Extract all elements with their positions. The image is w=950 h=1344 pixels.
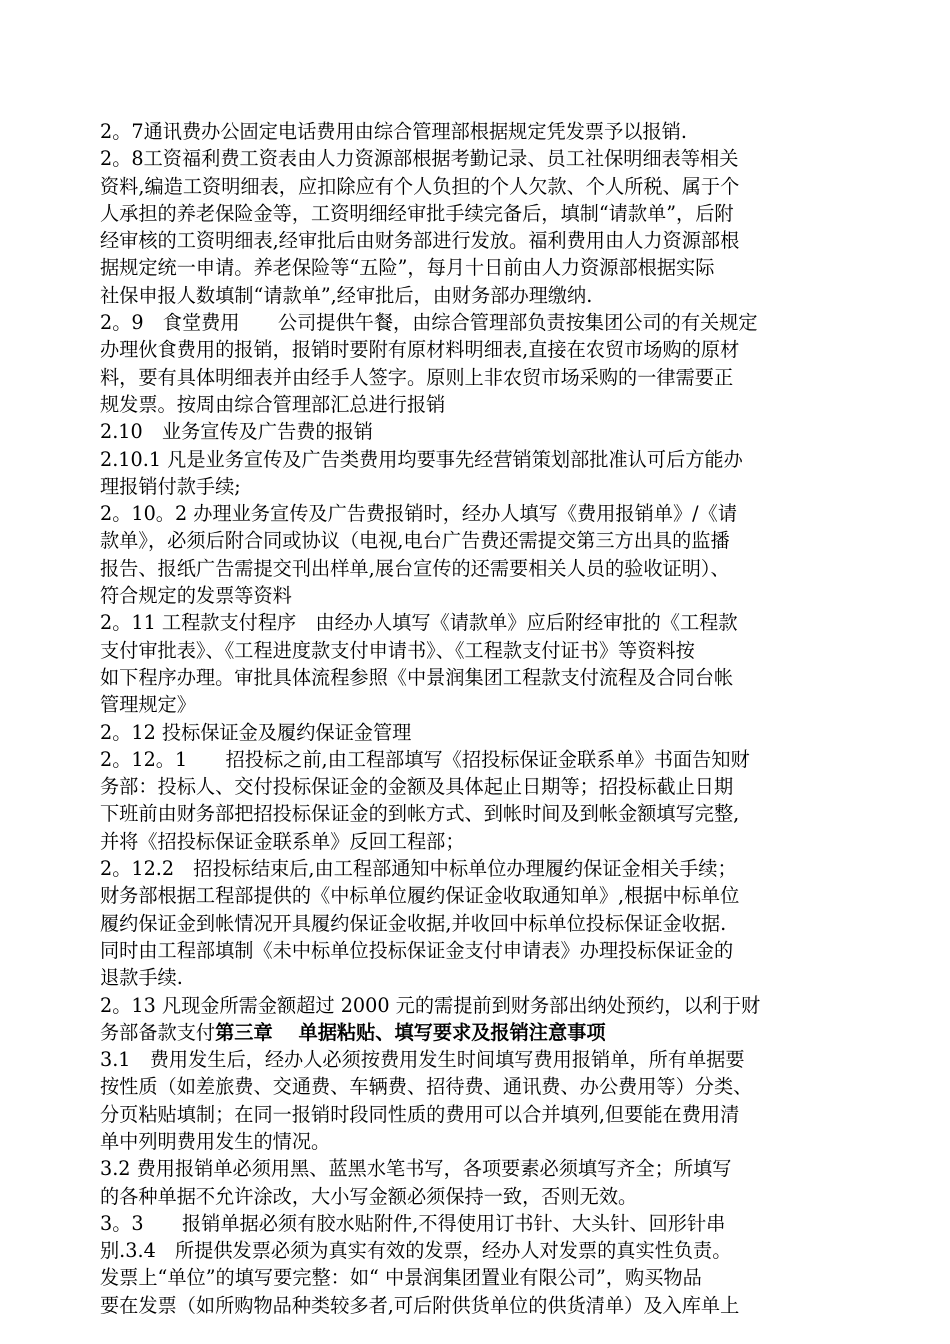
text-line: 人承担的养老保险金等，工资明细经审批手续完备后，填制“请款单”，后附 bbox=[100, 201, 734, 225]
text-line: 发票上“单位”的填写要完整：如“ 中景润集团置业有限公司”，购买物品 bbox=[100, 1266, 702, 1290]
text-line: 2。12.2 招投标结束后,由工程部通知中标单位办理履约保证金相关手续； bbox=[100, 857, 737, 881]
text-line: 3.1 费用发生后，经办人必须按费用发生时间填写费用报销单，所有单据要 bbox=[100, 1048, 745, 1072]
text-line: 务部：投标人、交付投标保证金的金额及具体起止日期等；招投标截止日期 bbox=[100, 775, 734, 799]
text-line: 款单》，必须后附合同或协议（电视,电台广告费还需提交第三方出具的监播 bbox=[100, 529, 730, 553]
text-line: 2。10。2 办理业务宣传及广告费报销时，经办人填写《费用报销单》/《请 bbox=[100, 502, 738, 526]
text-line: 下班前由财务部把招投标保证金的到帐方式、到帐时间及到帐金额填写完整, bbox=[100, 802, 740, 826]
text-line: 2。11 工程款支付程序 由经办人填写《请款单》应后附经审批的《工程款 bbox=[100, 611, 738, 635]
text-line: 单中列明费用发生的情况。 bbox=[100, 1129, 331, 1153]
text-fragment: 务部备款支付 bbox=[100, 1020, 216, 1044]
text-line: 3.2 费用报销单必须用黑、蓝黑水笔书写，各项要素必须填写齐全；所填写 bbox=[100, 1157, 732, 1181]
text-line: 分页粘贴填制；在同一报销时段同性质的费用可以合并填列,但要能在费用清 bbox=[100, 1102, 740, 1126]
text-line: 要在发票（如所购物品种类较多者,可后附供货单位的供货清单）及入库单上 bbox=[100, 1293, 740, 1317]
text-line: 2.10.1 凡是业务宣传及广告类费用均要事先经营销策划部批准认可后方能办 bbox=[100, 447, 743, 471]
text-line: 社保申报人数填制“请款单”,经审批后，由财务部办理缴纳. bbox=[100, 283, 593, 307]
text-line: 报告、报纸广告需提交刊出样单,展台宣传的还需要相关人员的验收证明）、 bbox=[100, 556, 730, 580]
text-line: 管理规定》 bbox=[100, 693, 196, 717]
document-body bbox=[100, 118, 860, 1319]
text-line: 据规定统一申请。养老保险等“五险”，每月十日前由人力资源部根据实际 bbox=[100, 256, 715, 280]
text-line: 资料,编造工资明细表，应扣除应有个人负担的个人欠款、个人所税、属于个 bbox=[100, 174, 740, 198]
chapter-heading: 第三章 单据粘贴、填写要求及报销注意事项 bbox=[215, 1020, 606, 1044]
text-line: 2。13 凡现金所需金额超过 2000 元的需提前到财务部出纳处预约，以利于财 bbox=[100, 993, 761, 1017]
text-line: 办理伙食费用的报销，报销时要附有原材料明细表,直接在农贸市场购的原材 bbox=[100, 338, 740, 362]
text-line: 同时由工程部填制《未中标单位投标保证金支付申请表》办理投标保证金的 bbox=[100, 938, 734, 962]
text-line: 3。3 报销单据必须有胶水贴附件,不得使用订书针、大头针、回形针串 bbox=[100, 1211, 726, 1235]
text-line: 的各种单据不允许涂改，大小写金额必须保持一致，否则无效。 bbox=[100, 1184, 638, 1208]
text-line: 如下程序办理。审批具体流程参照《中景润集团工程款支付流程及合同台帐 bbox=[100, 665, 734, 689]
text-line: 2。9 食堂费用 公司提供午餐，由综合管理部负责按集团公司的有关规定 bbox=[100, 311, 758, 335]
text-line: 料，要有具体明细表并由经手人签字。原则上非农贸市场采购的一律需要正 bbox=[100, 365, 734, 389]
text-line: 并将《招投标保证金联系单》反回工程部； bbox=[100, 829, 465, 853]
text-line: 履约保证金到帐情况开具履约保证金收据,并收回中标单位投标保证金收据. bbox=[100, 911, 727, 935]
text-line: 支付审批表》、《工程进度款支付申请书》、《工程款支付证书》等资料按 bbox=[100, 638, 695, 662]
text-line: 财务部根据工程部提供的《中标单位履约保证金收取通知单》,根据中标单位 bbox=[100, 884, 740, 908]
text-line: 符合规定的发票等资料 bbox=[100, 584, 292, 608]
text-line: 2。7通讯费办公固定电话费用由综合管理部根据规定凭发票予以报销. bbox=[100, 120, 687, 143]
text-line: 别.3.4 所提供发票必须为真实有效的发票，经办人对发票的真实性负责。 bbox=[100, 1239, 732, 1263]
text-line: 2。8工资福利费工资表由人力资源部根据考勤记录、员工社保明细表等相关 bbox=[100, 147, 739, 171]
text-line: 规发票。按周由综合管理部汇总进行报销 bbox=[100, 392, 446, 416]
text-line: 退款手续. bbox=[100, 966, 183, 990]
text-line: 理报销付款手续; bbox=[100, 474, 241, 498]
text-line: 2.10 业务宣传及广告费的报销 bbox=[100, 420, 373, 444]
mixed-line bbox=[100, 1019, 860, 1046]
text-line: 按性质（如差旅费、交通费、车辆费、招待费、通讯费、办公费用等）分类、 bbox=[100, 1075, 753, 1099]
text-line: 经审核的工资明细表,经审批后由财务部进行发放。福利费用由人力资源部根 bbox=[100, 229, 740, 253]
text-line: 2。12 投标保证金及履约保证金管理 bbox=[100, 720, 412, 744]
text-line: 2。12。1 招投标之前,由工程部填写《招投标保证金联系单》书面告知财 bbox=[100, 747, 750, 771]
